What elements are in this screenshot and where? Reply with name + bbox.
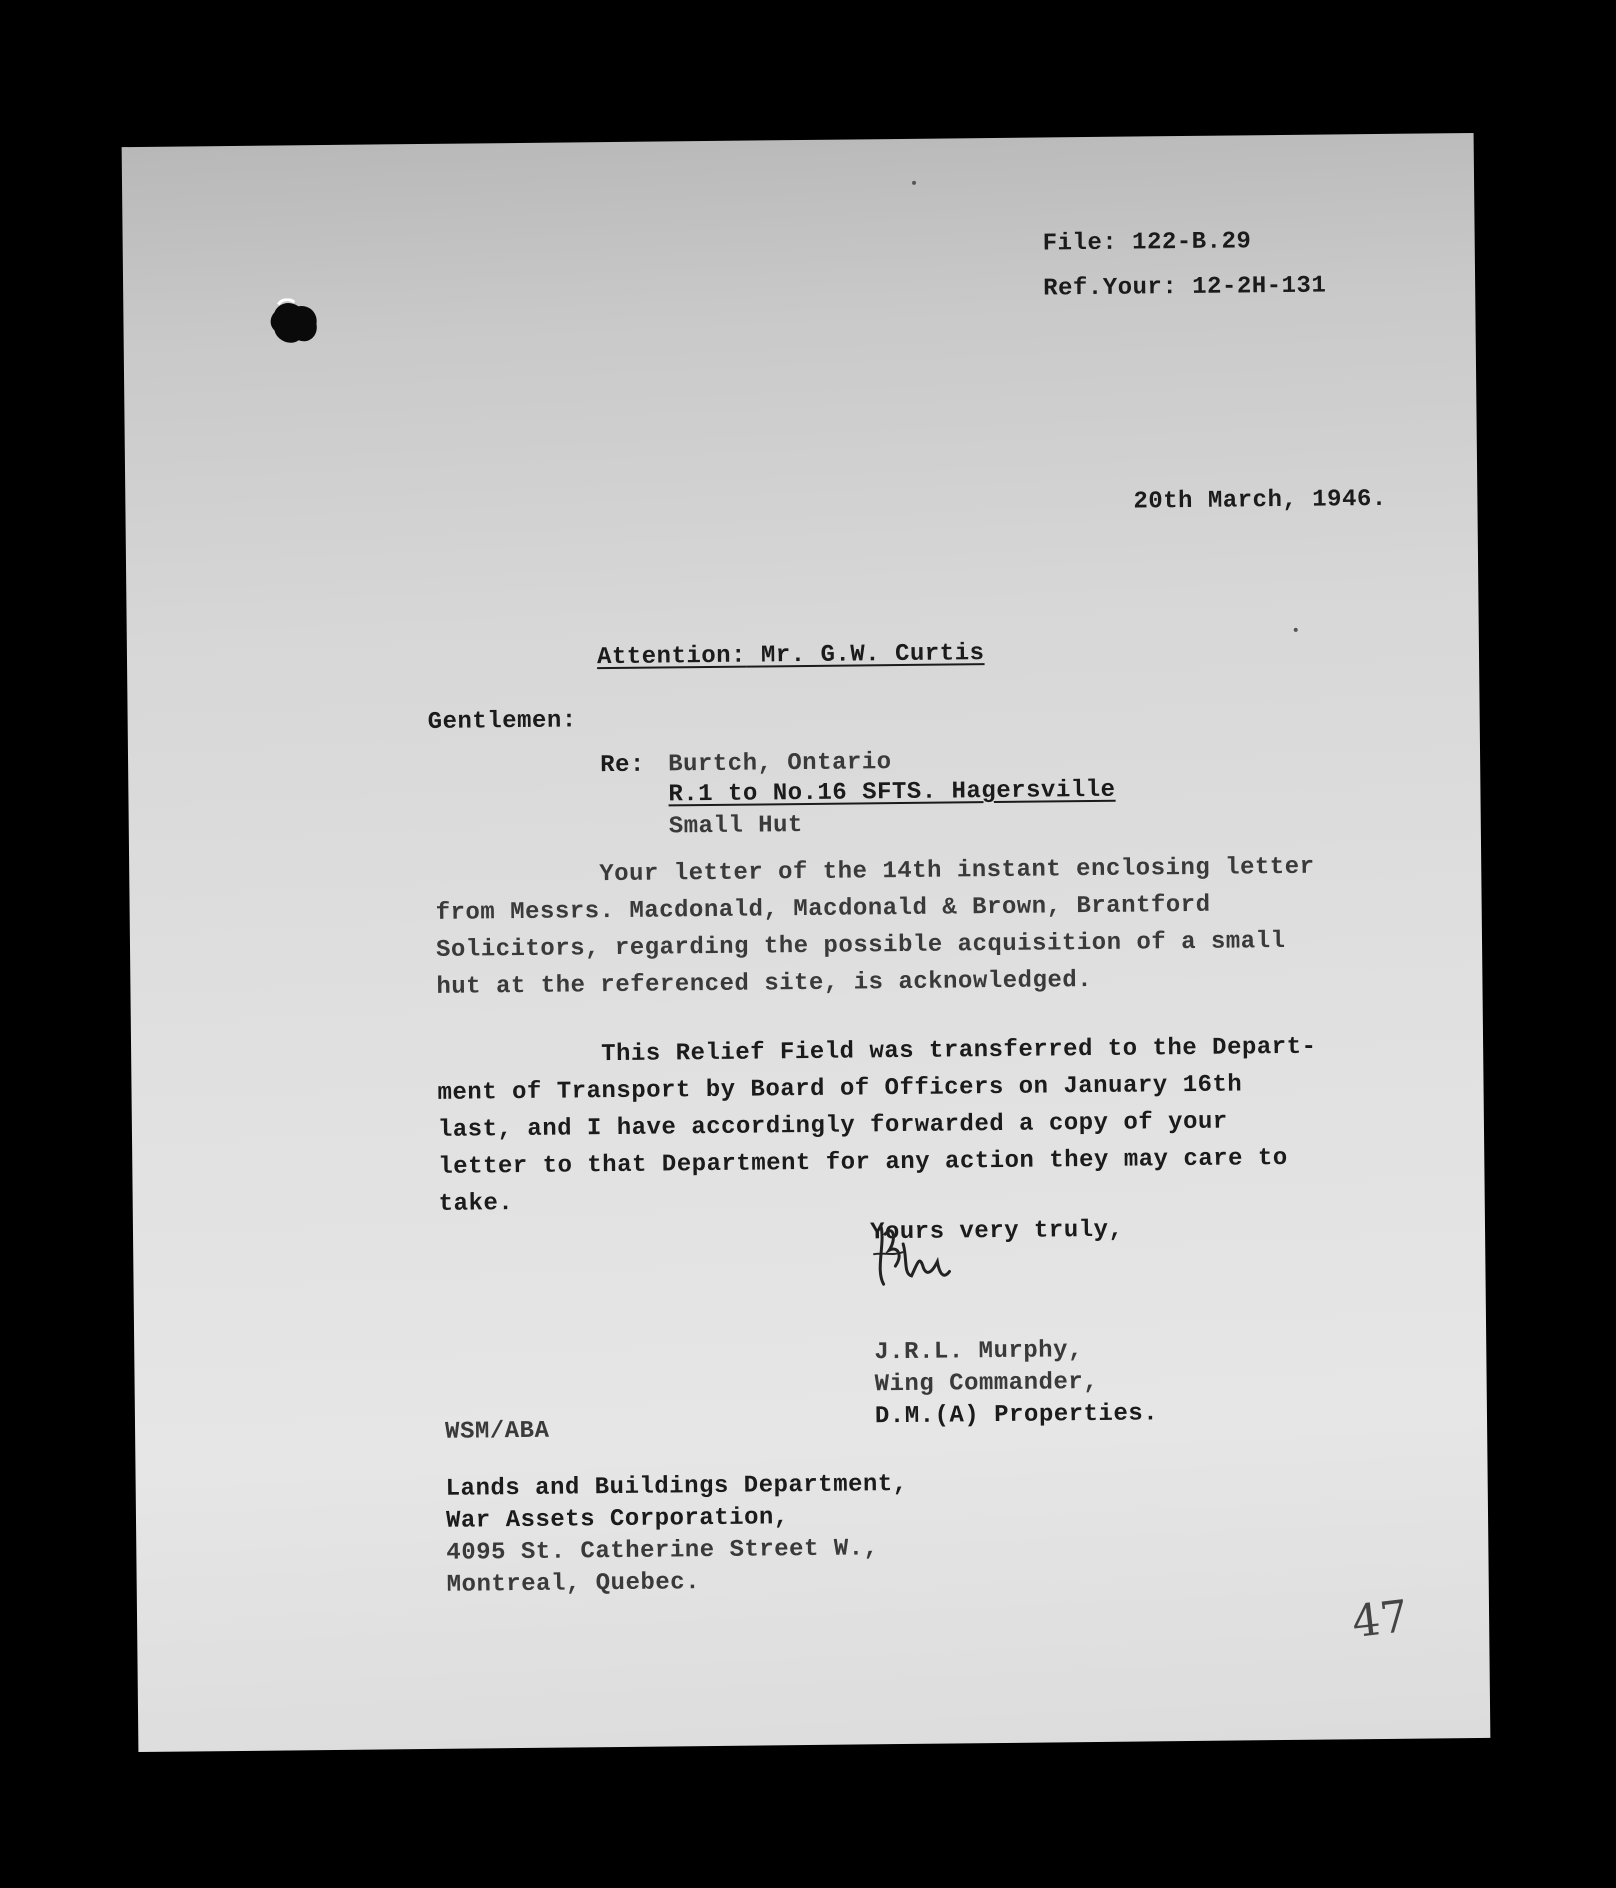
address-line: 4095 St. Catherine Street W., xyxy=(446,1535,879,1567)
para2-line: last, and I have accordingly forwarded a copy of your xyxy=(437,1108,1228,1144)
speck xyxy=(912,181,916,185)
file-reference xyxy=(1043,228,1252,257)
signatory-title: Wing Commander, xyxy=(874,1368,1099,1399)
speck xyxy=(1294,628,1298,632)
para1-line: Solicitors, regarding the possible acquisition of a small xyxy=(435,927,1286,964)
file-label: File: xyxy=(1042,229,1118,258)
re-subject: Small Hut xyxy=(668,812,804,841)
re-site: R.1 to No.16 SFTS. Hagersville xyxy=(668,776,1116,809)
para2-line: ment of Transport by Board of Officers on January 16th xyxy=(437,1071,1243,1107)
signatory-department: D.M.(A) Properties. xyxy=(874,1400,1159,1431)
ref-your xyxy=(1043,273,1326,303)
handwritten-signature xyxy=(863,1213,974,1304)
address-line: Montreal, Quebec. xyxy=(446,1569,701,1599)
para1-line: from Messrs. Macdonald, Macdonald & Brown, Brantford xyxy=(435,891,1211,927)
reference-initials: WSM/ABA xyxy=(444,1417,550,1446)
complimentary-close: Yours very truly, xyxy=(869,1216,1124,1247)
letter-page xyxy=(122,133,1491,1752)
attention-name: Mr. G.W. Curtis xyxy=(760,640,985,670)
address-line: Lands and Buildings Department, xyxy=(445,1470,908,1503)
handwritten-page-number: 47 xyxy=(1349,1590,1411,1649)
ref-label: Ref.Your: xyxy=(1043,274,1178,303)
para1-line: hut at the referenced site, is acknowledged. xyxy=(436,967,1093,1001)
para2-line: take. xyxy=(438,1190,514,1218)
punched-hole xyxy=(268,298,320,347)
para2-line: letter to that Department for any action they may care to xyxy=(438,1144,1288,1181)
attention-label: Attention: xyxy=(596,642,747,672)
address-line: War Assets Corporation, xyxy=(445,1504,789,1535)
signatory-name: J.R.L. Murphy, xyxy=(874,1337,1084,1367)
file-value: 122-B.29 xyxy=(1131,228,1252,257)
para1-line: Your letter of the 14th instant enclosing letter xyxy=(599,853,1315,889)
re-location: Burtch, Ontario xyxy=(667,749,892,779)
ref-value: 12-2H-131 xyxy=(1192,272,1327,301)
salutation: Gentlemen: xyxy=(427,707,577,736)
letter-date: 20th March, 1946. xyxy=(1133,485,1387,516)
re-label: Re: xyxy=(599,751,645,780)
para2-line: This Relief Field was transferred to the Depart- xyxy=(601,1033,1317,1069)
attention-line xyxy=(597,640,985,671)
